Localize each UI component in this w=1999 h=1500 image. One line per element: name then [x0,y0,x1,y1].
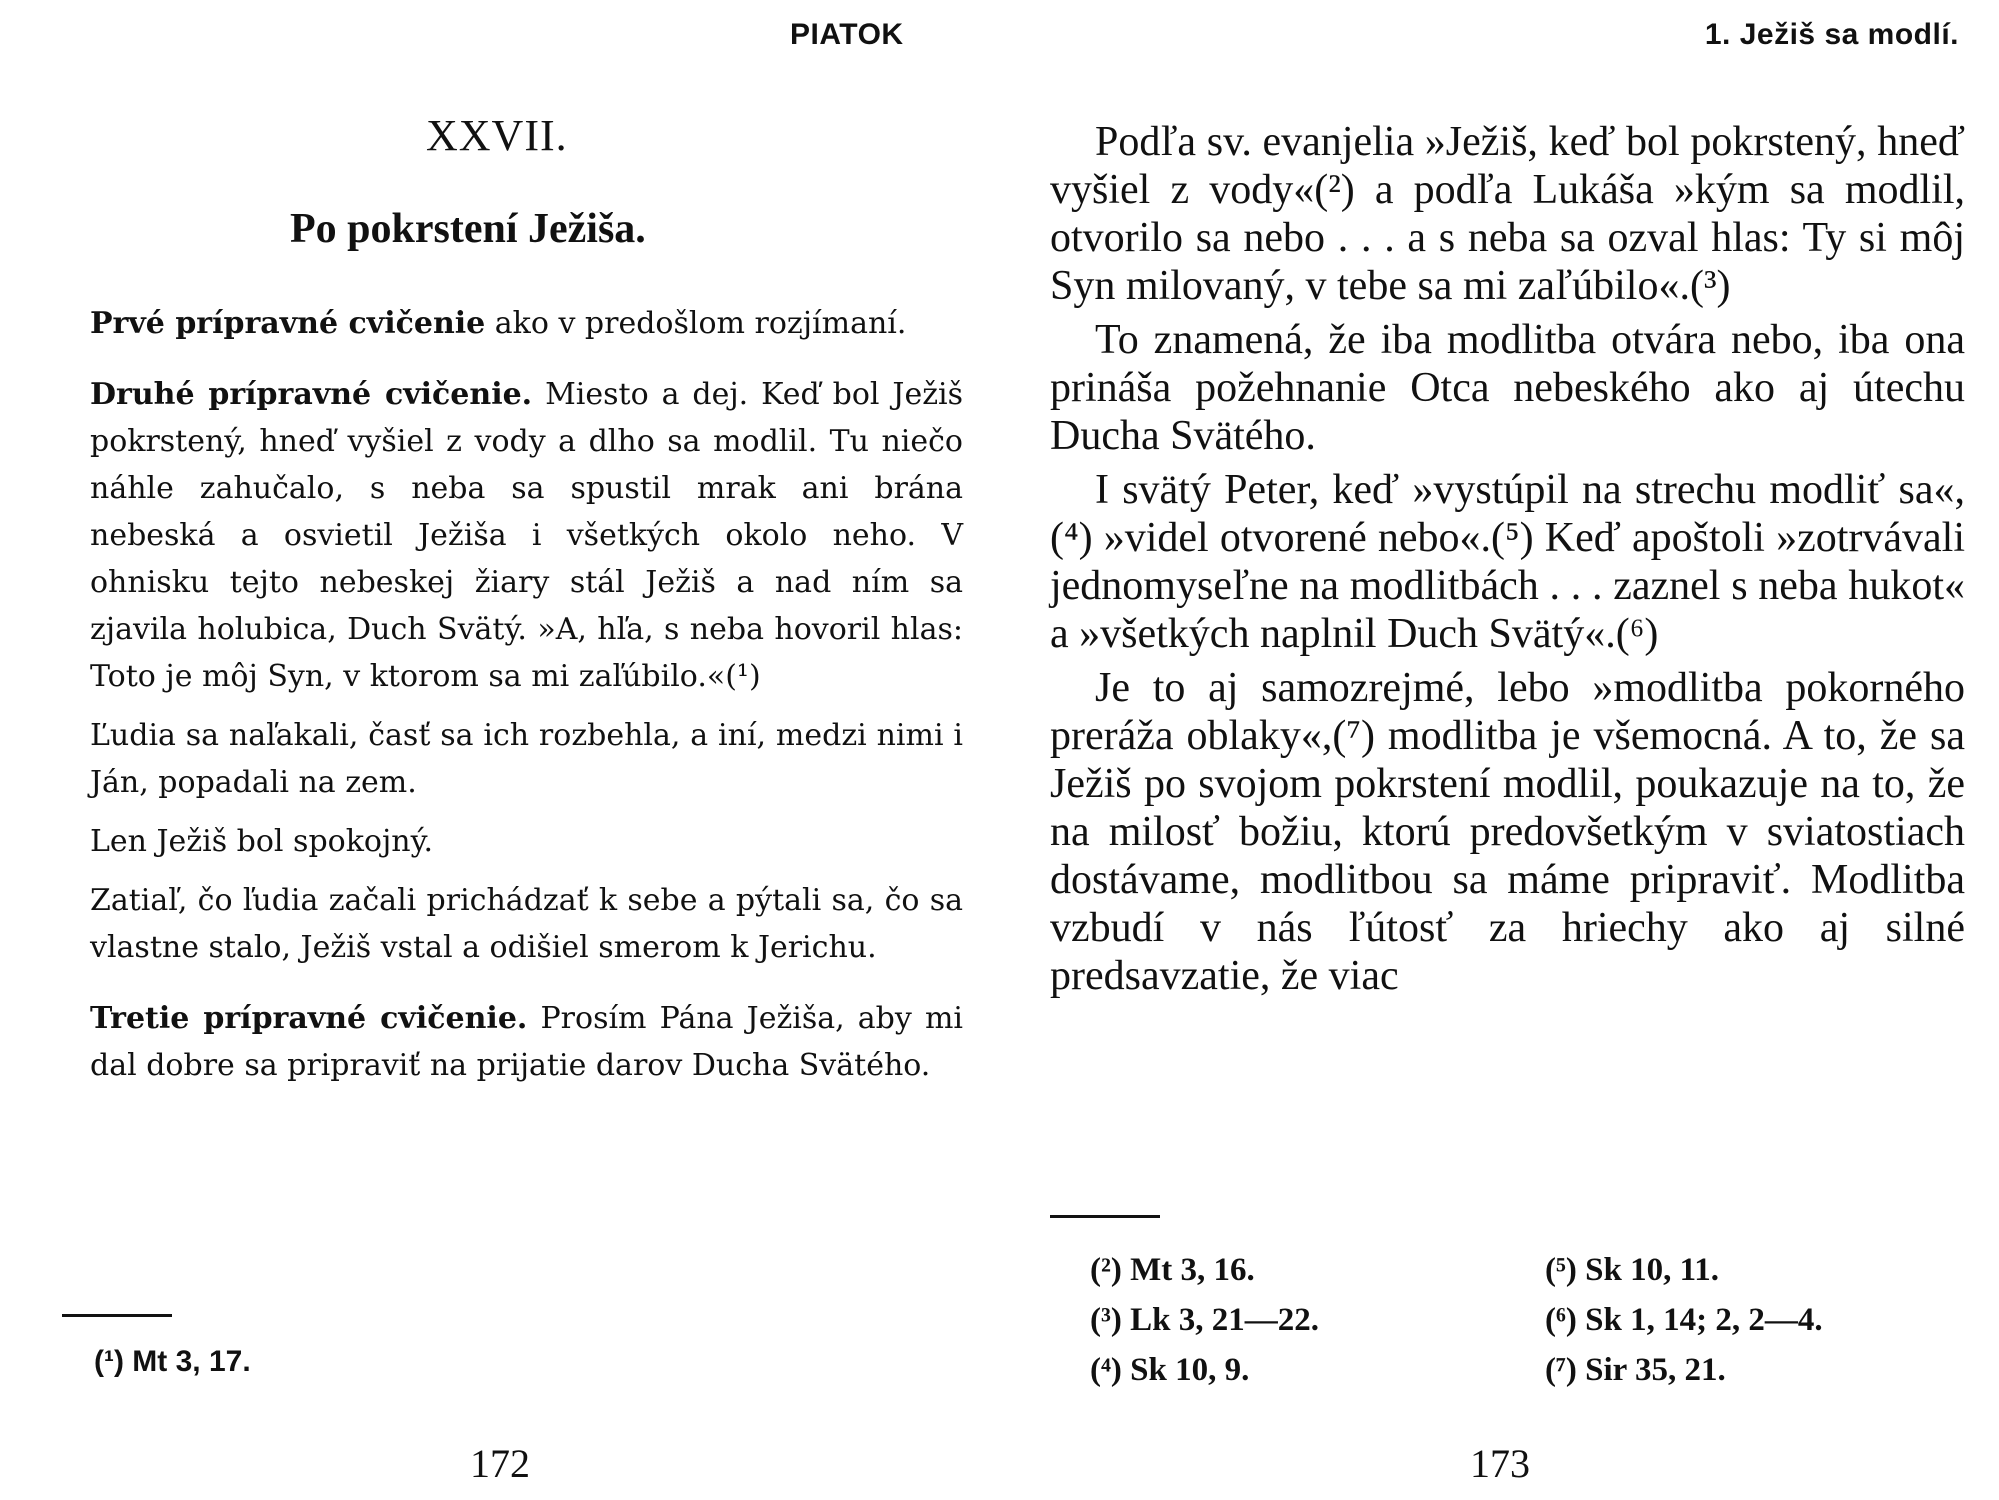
paragraph-jesus-calm: Len Ježiš bol spokojný. [90,824,434,859]
running-head-left: PIATOK [790,18,904,51]
footnotes-column-2 [1545,1245,1823,1395]
paragraph-almighty: Je to aj samozrejmé, lebo »modlitba pokorného preráža oblaky«,(⁷) modlitba je všemocná. A to, že sa Ježiš po svojom pokrstení modlil, poukazuje na to, že na milosť božiu, ktorú predovšetkým v sviatostiach dostávame, modlitbou sa máme pripraviť. Modlitba vzbudí v nás ľútosť za hriechy ako aj silné predsavzatie, že viac [1050,665,1965,999]
footnote-divider-left [62,1314,172,1317]
right-page [1040,0,1999,1500]
paragraph-jericho: Zatiaľ, čo ľudia začali prichádzať k sebe a pýtali sa, čo sa vlastne stalo, Ježiš vstal a odišiel smerom k Jerichu. [90,883,963,965]
footnote-item: (⁷) Sir 35, 21. [1545,1352,1726,1388]
paragraph-second-exercise [48,371,963,700]
footnote-divider-right [1050,1215,1160,1218]
footnotes-column-1 [1090,1245,1319,1395]
footnote-item: (⁶) Sk 1, 14; 2, 2—4. [1545,1302,1823,1338]
footnote-item: (⁵) Sk 10, 11. [1545,1252,1720,1288]
first-exercise-text: ako v predošlom rozjímaní. [485,306,907,341]
paragraph-peter: I svätý Peter, keď »vystúpil na strechu modliť sa«,(⁴) »videl otvorené nebo«.(⁵) Keď apoštoli »zotrvávali jednomyseľne na modlitbách . . . zaznel s neba hukot« a »všetkých naplnil Duch Svätý«.(⁶) [1050,467,1965,657]
footnote-left: (¹) Mt 3, 17. [94,1345,251,1378]
left-body-text [48,300,963,1101]
footnote-item: (²) Mt 3, 16. [1090,1252,1255,1288]
chapter-title: Po pokrstení Ježiša. [290,206,646,252]
third-exercise-heading: Tretie prípravné cvičenie. [90,1001,528,1036]
paragraph-third-exercise [48,995,963,1089]
paragraph-prayer-opens: To znamená, že iba modlitba otvára nebo, iba ona prináša požehnanie Otca nebeského ako aj útechu Ducha Svätého. [1050,317,1965,459]
page-number-right: 173 [1470,1441,1530,1486]
footnote-item: (³) Lk 3, 21—22. [1090,1302,1319,1338]
paragraph-first-exercise [48,300,963,347]
third-exercise-text: Prosím Pána Ježiša, aby mi dal dobre sa pripraviť na prijatie darov Ducha Svätého. [90,1001,963,1083]
right-body-text [1050,118,1965,1006]
footnote-item: (⁴) Sk 10, 9. [1090,1352,1250,1388]
second-exercise-text: Miesto a dej. Keď bol Ježiš pokrstený, hneď vyšiel z vody a dlho sa modlil. Tu niečo náhle zahučalo, s neba sa spustil mrak ani brána nebeská a osvietil Ježiša i všetkých okolo neho. V ohnisku tejto nebeskej žiary stál Ježiš a nad ním sa zjavila holubica, Duch Svätý. »A, hľa, s neba hovoril hlas: Toto je môj Syn, v ktorom sa mi zaľúbilo.«(¹) [90,377,963,694]
paragraph-gospel: Podľa sv. evanjelia »Ježiš, keď bol pokrstený, hneď vyšiel z vody«(²) a podľa Lukáša »kým sa modlil, otvorilo sa nebo . . . a s neba sa ozval hlas: Ty si môj Syn milovaný, v tebe sa mi zaľúbilo«.(³) [1050,119,1965,309]
second-exercise-heading: Druhé prípravné cvičenie. [90,377,533,412]
left-page [0,0,990,1500]
paragraph-people: Ľudia sa naľakali, časť sa ich rozbehla, a iní, medzi nimi i Ján, popadali na zem. [90,718,963,800]
running-head-right: 1. Ježiš sa modlí. [1704,18,1959,51]
page-number-left: 172 [470,1441,530,1486]
chapter-number: XXVII. [426,111,568,160]
first-exercise-heading: Prvé prípravné cvičenie [90,306,486,341]
